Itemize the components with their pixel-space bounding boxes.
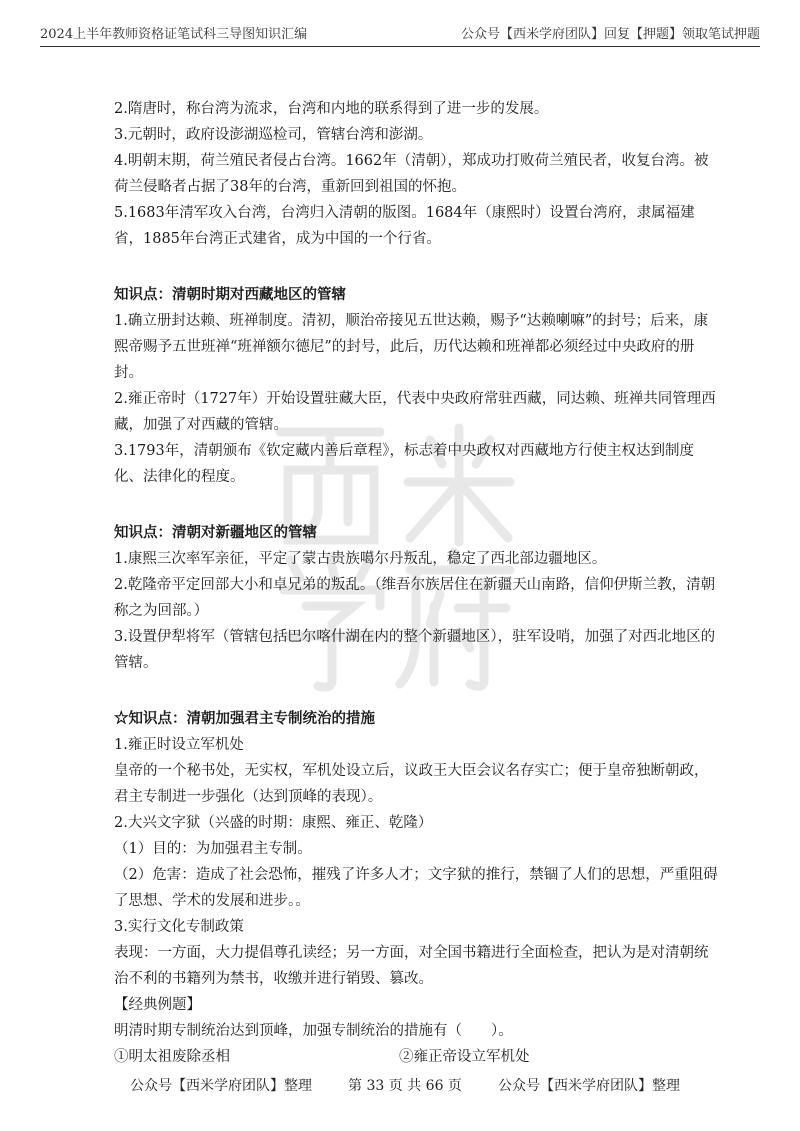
taiwan-item: 2.隋唐时，称台湾为流求，台湾和内地的联系得到了进一步的发展。 [114,101,549,117]
footer-right: 公众号【西米学府团队】整理 [497,1078,680,1094]
page-footer [130,1075,680,1095]
page-number: 第 33 页 共 66 页 [348,1078,462,1094]
tibet-item: 1.确立册封达赖、班禅制度。清初，顺治帝接见五世达赖，赐予“达赖喇嘛”的封号；后来，康熙帝赐予五世班禅“班禅额尔德尼”的封号，此后，历代达赖和班禅都必须经过中央政府的册封。 [114,313,709,381]
example-option: ②雍正帝设立军机处 [399,1049,530,1065]
autocracy-line: （1）目的：为加强君主专制。 [114,841,312,857]
header-left: 2024上半年教师资格证笔试科三导图知识汇编 [40,26,308,42]
header-right: 公众号【西米学府团队】回复【押题】领取笔试押题 [460,26,760,42]
section-heading-tibet: 知识点：清朝时期对西藏地区的管辖 [114,286,346,303]
example-option: ①明太祖废除丞相 [114,1049,230,1065]
xinjiang-item: 2.乾隆帝平定回部大小和卓兄弟的叛乱。（维吾尔族居住在新疆天山南路，信仰伊斯兰教，清朝称之为回部。） [114,577,716,619]
document-body [114,96,720,1070]
autocracy-line: 表现：一方面，大力提倡尊孔读经；另一方面，对全国书籍进行全面检查，把认为是对清朝统治不利的书籍列为禁书，收缴并进行销毁、篡改。 [114,945,709,987]
autocracy-line: 2.大兴文字狱（兴盛的时期：康熙、雍正、乾隆） [114,815,433,831]
autocracy-line: 3.实行文化专制政策 [114,919,244,935]
xinjiang-item: 1.康熙三次率军亲征，平定了蒙古贵族噶尔丹叛乱，稳定了西北部边疆地区。 [114,551,607,567]
xinjiang-item: 3.设置伊犁将军（管辖包括巴尔喀什湖在内的整个新疆地区），驻军设哨，加强了对西北地区的管辖。 [114,629,716,671]
tibet-item: 2.雍正帝时（1727年）开始设置驻藏大臣，代表中央政府常驻西藏，同达赖、班禅共同管理西藏，加强了对西藏的管辖。 [114,391,716,433]
section-heading-xinjiang: 知识点：清朝对新疆地区的管辖 [114,524,317,541]
example-label: 【经典例题】 [114,997,201,1013]
autocracy-line: （2）危害：造成了社会恐怖，摧残了许多人才；文字狱的推行，禁锢了人们的思想，严重阻碍了思想、学术的发展和进步。。 [114,867,718,909]
taiwan-item: 3.元朝时，政府设澎湖巡检司，管辖台湾和澎湖。 [114,127,433,143]
section-heading-autocracy: ☆知识点：清朝加强君主专制统治的措施 [114,710,375,727]
example-options [114,1044,720,1070]
page-header [40,22,760,47]
taiwan-item: 5.1683年清军攻入台湾，台湾归入清朝的版图。1684年（康熙时）设置台湾府，隶属福建省，1885年台湾正式建省，成为中国的一个行省。 [114,205,695,247]
footer-left: 公众号【西米学府团队】整理 [130,1078,312,1094]
example-question: 明清时期专制统治达到顶峰，加强专制统治的措施有（ ）。 [114,1023,513,1039]
tibet-item: 3.1793年，清朝颁布《钦定藏内善后章程》，标志着中央政权对西藏地方行使主权达到制度化、法律化的程度。 [114,443,694,485]
taiwan-item: 4.明朝末期，荷兰殖民者侵占台湾。1662年（清朝），郑成功打败荷兰殖民者，收复台湾。被荷兰侵略者占据了38年的台湾，重新回到祖国的怀抱。 [114,153,709,195]
autocracy-line: 1.雍正时设立军机处 [114,737,244,753]
autocracy-line: 皇帝的一个秘书处，无实权，军机处设立后，议政王大臣会议名存实亡；便于皇帝独断朝政，君主专制进一步强化（达到顶峰的表现）。 [114,763,709,805]
